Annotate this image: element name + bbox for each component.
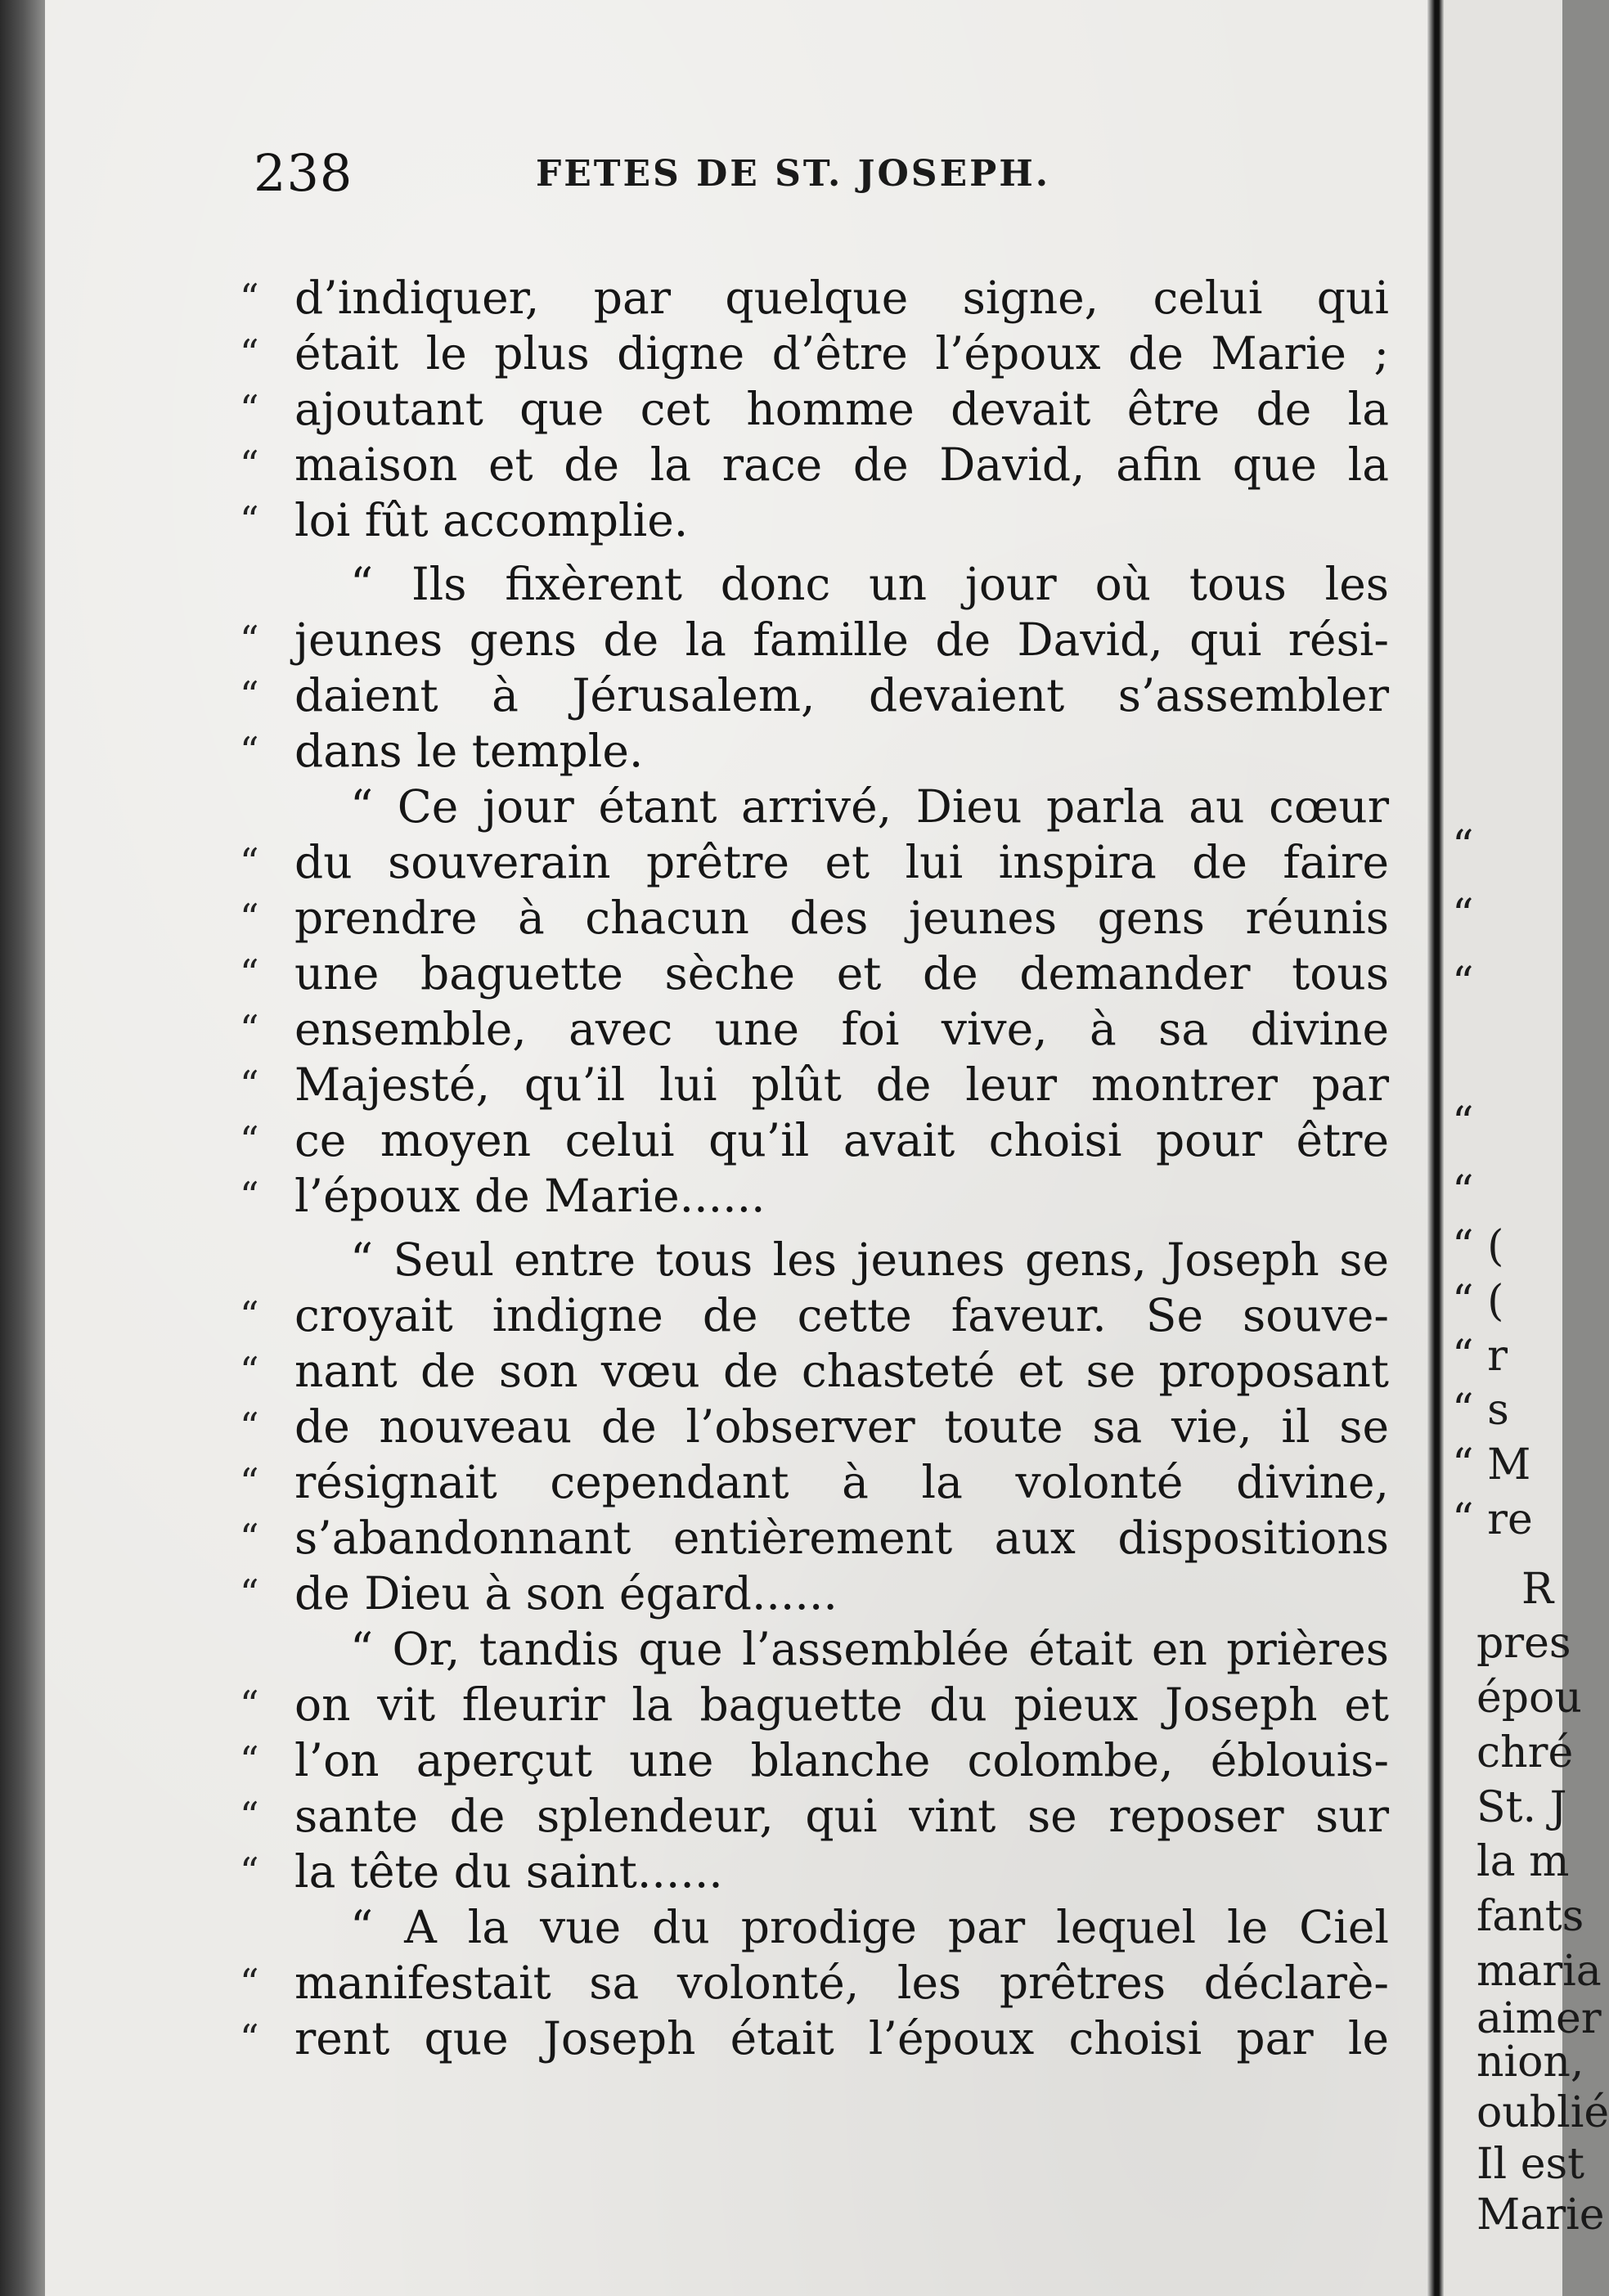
quote-mark: “: [240, 673, 259, 717]
quote-mark: “: [240, 896, 259, 940]
text-line: [240, 667, 1389, 723]
quote-mark: “: [240, 951, 259, 995]
facing-page-fragment: aimer: [1476, 1993, 1602, 2043]
quote-mark: “: [240, 1571, 259, 1615]
line-text: s’abandonnant entièrement aux dispositions: [294, 1512, 1389, 1564]
text-line: [244, 1232, 1389, 1287]
facing-page-fragment: “: [1452, 959, 1474, 1009]
facing-page-fragment: “ (: [1452, 1222, 1504, 1272]
line-text: d’indiquer, par quelque signe, celui qui: [294, 272, 1389, 324]
text-line: [240, 1677, 1389, 1732]
text-line: [240, 1510, 1389, 1566]
text-line: [240, 1566, 1389, 1621]
quote-mark: “: [240, 1516, 259, 1560]
line-text: croyait indigne de cette faveur. Se souve-: [294, 1289, 1389, 1341]
line-text: daient à Jérusalem, devaient s’assembler: [294, 669, 1389, 721]
facing-page-fragment: “: [1452, 1098, 1474, 1148]
facing-page-fragment: “ r: [1452, 1331, 1508, 1381]
text-line: [240, 1057, 1389, 1112]
line-text: “ Or, tandis que l’assemblée était en prières: [350, 1623, 1389, 1675]
page-header: [254, 143, 1366, 209]
facing-page-fragment: nion,: [1476, 2038, 1584, 2087]
facing-page-fragment: pres: [1476, 1619, 1571, 1669]
text-line: [240, 1732, 1389, 1788]
text-line: [240, 890, 1389, 946]
quote-mark: “: [240, 1007, 259, 1051]
facing-page-fragment: St. J: [1476, 1782, 1567, 1832]
line-text: ce moyen celui qu’il avait choisi pour être: [294, 1114, 1389, 1166]
quote-mark: “: [240, 729, 259, 773]
line-text: “ A la vue du prodige par lequel le Ciel: [350, 1901, 1389, 1953]
line-text: “ Ils fixèrent donc un jour où tous les: [350, 558, 1389, 610]
facing-page-fragment: “: [1452, 821, 1474, 871]
quote-mark: “: [240, 1683, 259, 1727]
quote-mark: “: [240, 1404, 259, 1449]
facing-page-fragment: “: [1452, 1167, 1474, 1217]
facing-page-fragment: R: [1521, 1564, 1554, 1614]
text-line: [244, 1899, 1389, 1955]
facing-page-fragment: “ s: [1452, 1386, 1509, 1436]
line-text: de nouveau de l’observer toute sa vie, il se: [294, 1400, 1389, 1453]
quote-mark: “: [240, 1738, 259, 1782]
quote-mark: “: [240, 1063, 259, 1107]
facing-page: [1444, 0, 1609, 2296]
quote-mark: “: [240, 276, 259, 320]
line-text: ensemble, avec une foi vive, à sa divine: [294, 1003, 1389, 1055]
body-text: [240, 270, 1389, 2066]
quote-mark: “: [240, 1794, 259, 1838]
line-text: nant de son vœu de chasteté et se proposant: [294, 1345, 1389, 1397]
facing-page-fragment: Marie: [1476, 2190, 1605, 2240]
page-number: 238: [254, 143, 353, 203]
text-line: [244, 556, 1389, 612]
text-line: [240, 612, 1389, 667]
text-line: [240, 1955, 1389, 2011]
facing-page-fragment: chré: [1476, 1728, 1574, 1777]
line-text: de Dieu à son égard......: [294, 1567, 838, 1620]
line-text: était le plus digne d’être l’époux de Marie ;: [294, 327, 1389, 380]
text-line: [240, 1844, 1389, 1899]
line-text: rent que Joseph était l’époux choisi par le: [294, 2012, 1389, 2065]
text-line: [240, 2011, 1389, 2066]
line-text: l’on aperçut une blanche colombe, éblouis-: [294, 1734, 1389, 1786]
line-text: jeunes gens de la famille de David, qui rési-: [294, 613, 1389, 666]
line-text: ajoutant que cet homme devait être de la: [294, 383, 1389, 435]
facing-page-fragment: la m: [1476, 1837, 1570, 1887]
line-text: manifestait sa volonté, les prêtres déclarè-: [294, 1957, 1389, 2009]
text-line: [240, 834, 1389, 890]
quote-mark: “: [240, 1293, 259, 1337]
text-line: [240, 1001, 1389, 1057]
text-line: [240, 1399, 1389, 1454]
quote-mark: “: [240, 443, 259, 487]
text-line: [240, 1788, 1389, 1844]
quote-mark: “: [240, 840, 259, 884]
facing-page-fragment: Il est: [1476, 2139, 1585, 2189]
text-line: [240, 326, 1389, 381]
text-line: [240, 270, 1389, 326]
line-text: maison et de la race de David, afin que la: [294, 438, 1389, 491]
facing-page-fragment: fants: [1476, 1892, 1584, 1941]
text-line: [240, 1287, 1389, 1343]
quote-mark: “: [240, 1849, 259, 1894]
line-text: prendre à chacun des jeunes gens réunis: [294, 892, 1389, 944]
text-line: [240, 492, 1389, 548]
quote-mark: “: [240, 1349, 259, 1393]
facing-page-fragment: maria: [1476, 1946, 1602, 1996]
text-line: [240, 1343, 1389, 1399]
quote-mark: “: [240, 1460, 259, 1504]
quote-mark: “: [240, 2016, 259, 2060]
text-line: [240, 723, 1389, 779]
quote-mark: “: [240, 498, 259, 542]
running-head: FETES DE ST. JOSEPH.: [536, 153, 1051, 195]
facing-page-fragment: “ re: [1452, 1494, 1533, 1544]
facing-page-fragment: “ M: [1452, 1440, 1531, 1490]
quote-mark: “: [240, 331, 259, 375]
quote-mark: “: [240, 387, 259, 431]
quote-mark: “: [240, 1174, 259, 1218]
facing-page-fragment: “ (: [1452, 1276, 1504, 1326]
facing-page-fragment: “: [1452, 891, 1474, 941]
line-text: sante de splendeur, qui vint se reposer sur: [294, 1790, 1389, 1842]
text-line: [240, 946, 1389, 1001]
facing-page-fragment: épou: [1476, 1674, 1582, 1723]
facing-page-fragment: oublié: [1476, 2088, 1609, 2138]
quote-mark: “: [240, 1961, 259, 2005]
line-text: résignait cependant à la volonté divine,: [294, 1456, 1389, 1508]
line-text: Majesté, qu’il lui plût de leur montrer par: [294, 1058, 1389, 1111]
quote-mark: “: [240, 618, 259, 662]
text-line: [244, 779, 1389, 834]
text-line: [240, 437, 1389, 492]
line-text: “ Ce jour étant arrivé, Dieu parla au cœur: [350, 780, 1389, 833]
line-text: “ Seul entre tous les jeunes gens, Joseph se: [350, 1233, 1389, 1286]
text-line: [244, 1621, 1389, 1677]
line-text: on vit fleurir la baguette du pieux Joseph et: [294, 1678, 1389, 1731]
line-text: une baguette sèche et de demander tous: [294, 947, 1389, 1000]
text-line: [240, 1168, 1389, 1224]
text-line: [240, 1112, 1389, 1168]
line-text: l’époux de Marie......: [294, 1170, 766, 1222]
line-text: loi fût accomplie.: [294, 494, 689, 546]
line-text: la tête du saint......: [294, 1845, 723, 1898]
line-text: du souverain prêtre et lui inspira de faire: [294, 836, 1389, 888]
text-line: [240, 381, 1389, 437]
quote-mark: “: [240, 1118, 259, 1162]
text-line: [240, 1454, 1389, 1510]
line-text: dans le temple.: [294, 725, 644, 777]
page-gutter: [1427, 0, 1444, 2296]
